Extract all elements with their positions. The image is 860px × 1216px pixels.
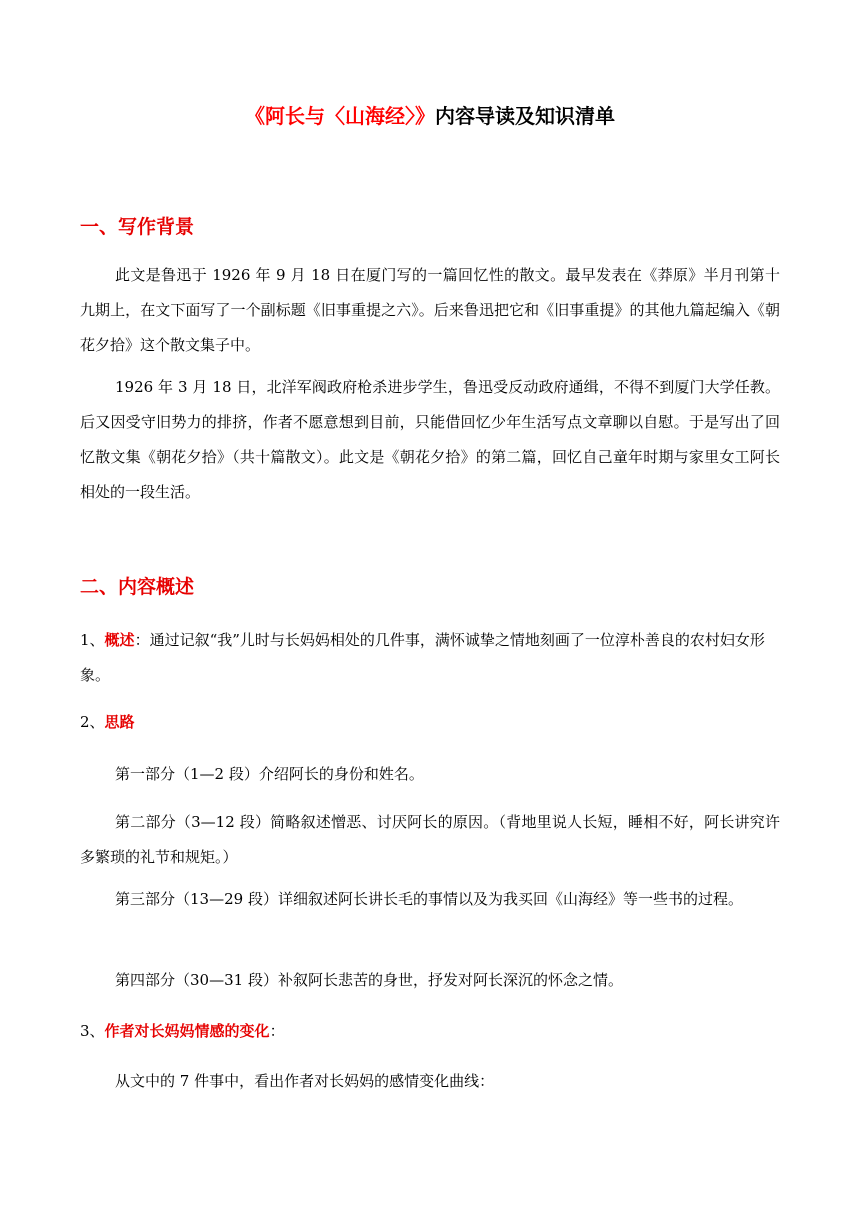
item-keyword: 思路 bbox=[104, 713, 135, 731]
item-colon: ： bbox=[269, 1022, 285, 1040]
outline-part-2: 第二部分（3—12 段）简略叙述憎恶、讨厌阿长的原因。（背地里说人长短，睡相不好，阿长讲究许多繁琐的礼节和规矩。） bbox=[80, 813, 780, 866]
item-keyword: 作者对长妈妈情感的变化 bbox=[104, 1022, 270, 1040]
item-number: 2、 bbox=[80, 713, 105, 731]
item-number: 3、 bbox=[80, 1022, 105, 1040]
section-heading-summary: 二、内容概述 bbox=[80, 576, 195, 598]
title-book-name: 《阿长与〈山海经〉》 bbox=[245, 104, 435, 128]
paragraph-background-2: 1926 年 3 月 18 日，北洋军阀政府枪杀进步学生，鲁迅受反动政府通缉，不得不到厦门大学任教。后又因受守旧势力的排挤，作者不愿意想到目前，只能借回忆少年生活写点文章聊以自慰。于是写出了回忆散文集《朝花夕拾》（共十篇散文）。此文是《朝花夕拾》的第二篇，回忆自己童年时期与家里女工阿长相处的一段生活。 bbox=[80, 378, 780, 501]
document-title bbox=[0, 101, 860, 131]
section-heading-background: 一、写作背景 bbox=[80, 216, 195, 238]
summary-item-emotion-change bbox=[80, 1014, 780, 1049]
summary-item-overview bbox=[80, 623, 780, 693]
outline-part-1: 第一部分（1—2 段）介绍阿长的身份和姓名。 bbox=[115, 765, 424, 783]
title-suffix: 内容导读及知识清单 bbox=[435, 104, 615, 128]
item-text: ：通过记叙“我”儿时与长妈妈相处的几件事，满怀诚挚之情地刻画了一位淳朴善良的农村妇女形象。 bbox=[80, 631, 765, 684]
summary-item-outline bbox=[80, 705, 780, 740]
item-keyword: 概述 bbox=[104, 631, 135, 649]
emotion-change-text: 从文中的 7 件事中，看出作者对长妈妈的感情变化曲线： bbox=[115, 1072, 495, 1090]
item-number: 1、 bbox=[80, 631, 105, 649]
outline-part-3: 第三部分（13—29 段）详细叙述阿长讲长毛的事情以及为我买回《山海经》等一些书的过程。 bbox=[115, 890, 743, 908]
outline-part-4: 第四部分（30—31 段）补叙阿长悲苦的身世，抒发对阿长深沉的怀念之情。 bbox=[115, 971, 623, 989]
paragraph-background-1: 此文是鲁迅于 1926 年 9 月 18 日在厦门写的一篇回忆性的散文。最早发表在《莽原》半月刊第十九期上，在文下面写了一个副标题《旧事重提之六》。后来鲁迅把它和《旧事重提》的其他九篇起编入《朝花夕拾》这个散文集子中。 bbox=[80, 266, 780, 354]
